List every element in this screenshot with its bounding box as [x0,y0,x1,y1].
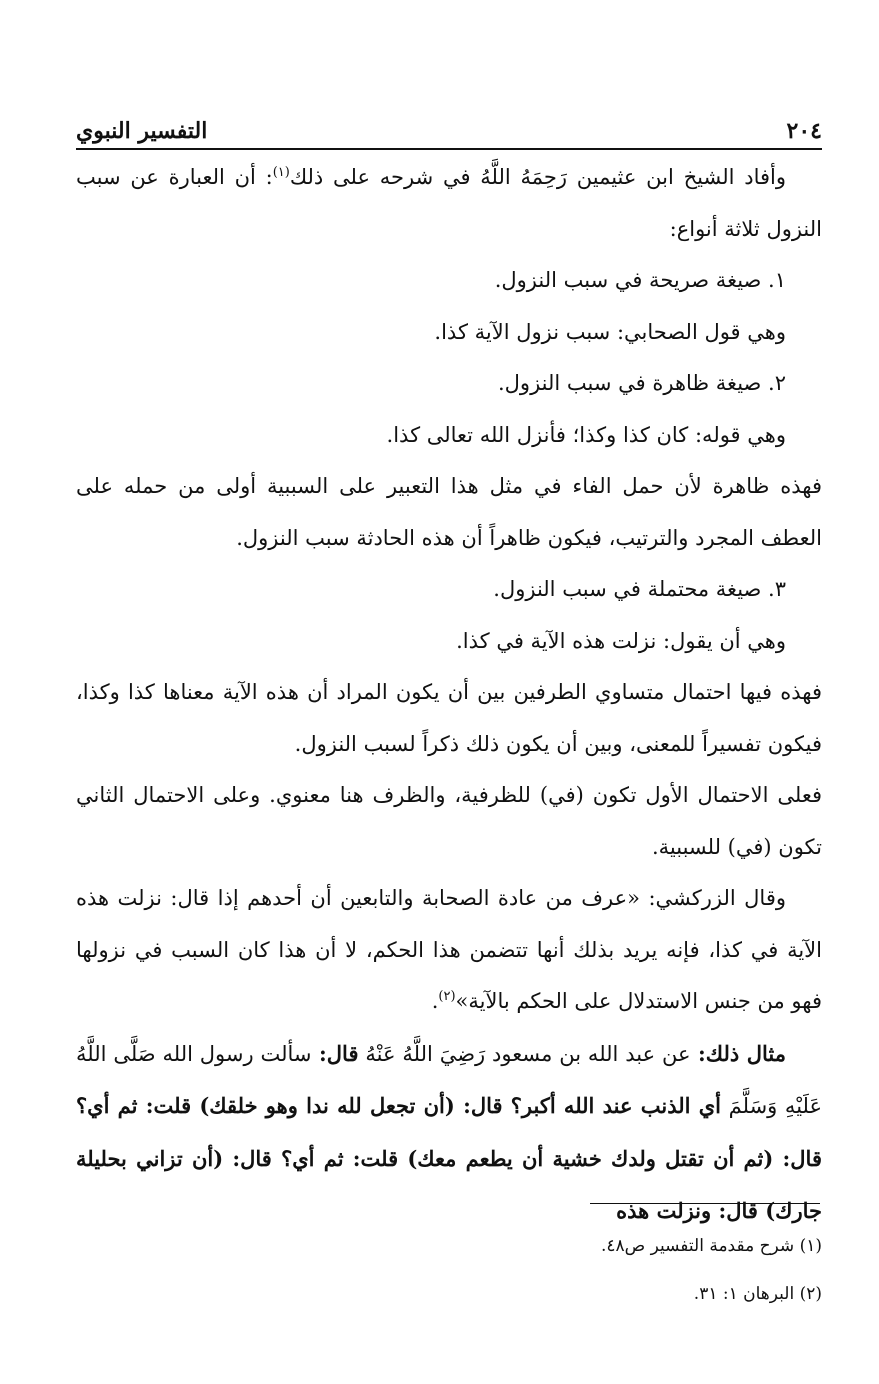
paragraph: فهذه ظاهرة لأن حمل الفاء في مثل هذا التعبير على السببية أولى من حمله على العطف المجرد والترتيب، فيكون ظاهراً أن هذه الحادثة سبب النزول. [76,474,822,550]
paragraph [76,152,822,255]
running-title: التفسير النبوي [76,118,208,144]
paragraph-text: عن عبد الله بن مسعود رَضِيَ اللَّهُ عَنْهُ [358,1041,691,1066]
footnote-2: (٢) البرهان ١: ٣١. [693,1284,822,1304]
paragraph: وهي أن يقول: نزلت هذه الآية في كذا. [456,628,786,653]
paragraph: ١. صيغة صريحة في سبب النزول. [494,268,786,292]
paragraph: ٢. صيغة ظاهرة في سبب النزول. [498,371,786,395]
paragraph-text: وأفاد الشيخ ابن عثيمين رَحِمَهُ اللَّهُ في شرحه على ذلك [289,165,786,189]
paragraph [76,1028,822,1238]
paragraph: فعلى الاحتمال الأول تكون (في) للظرفية، والظرف هنا معنوي. وعلى الاحتمال الثاني تكون (في) للسببية. [76,783,822,859]
footnote-ref-2[interactable]: (٢) [438,989,456,1004]
paragraph: وهي قول الصحابي: سبب نزول الآية كذا. [434,319,786,344]
quote-intro: قال: [311,1040,359,1066]
footnote-separator [590,1203,820,1204]
main-text [76,152,822,1238]
paragraph-text: . [431,989,439,1013]
hadith-text: أي الذنب عند الله أكبر؟ قال: (أن تجعل لله ندا وهو خلقك) قلت: ثم أي؟ قال: (ثم أن تقتل ولدك خشية أن يطعم معك) قلت: ثم أي؟ قال: (أن تزاني بحليلة جارك) قال: ونزلت هذه [76,1093,822,1223]
paragraph-text: سألت رسول الله صَلَّى اللَّهُ عَلَيْهِ وَسَلَّمَ [76,1041,823,1118]
footnote-ref-1[interactable]: (١) [272,165,290,180]
example-label: مثال ذلك: [690,1040,786,1066]
paragraph-text: : أن العبارة عن سبب النزول ثلاثة أنواع: [76,165,822,241]
paragraph: ٣. صيغة محتملة في سبب النزول. [493,577,786,601]
paragraph-text: وقال الزركشي: «عرف من عادة الصحابة والتابعين أن أحدهم إذا قال: نزلت هذه الآية في كذا، فإنه يريد بذلك أنها تتضمن هذا الحكم، لا أن هذا كان السبب في نزولها فهو من جنس الاستدلال على الحكم بالآية» [76,886,822,1013]
paragraph: فهذه فيها احتمال متساوي الطرفين بين أن يكون المراد أن هذه الآية معناها كذا وكذا، فيكون تفسيراً للمعنى، وبين أن يكون ذلك ذكراً لسبب النزول. [76,680,822,756]
page-number: ٢٠٤ [786,118,822,144]
page-header [76,112,822,150]
footnotes [76,1222,822,1318]
paragraph [76,873,822,1028]
footnote-1: (١) شرح مقدمة التفسير ص٤٨. [600,1236,822,1256]
paragraph: وهي قوله: كان كذا وكذا؛ فأنزل الله تعالى كذا. [386,422,786,447]
